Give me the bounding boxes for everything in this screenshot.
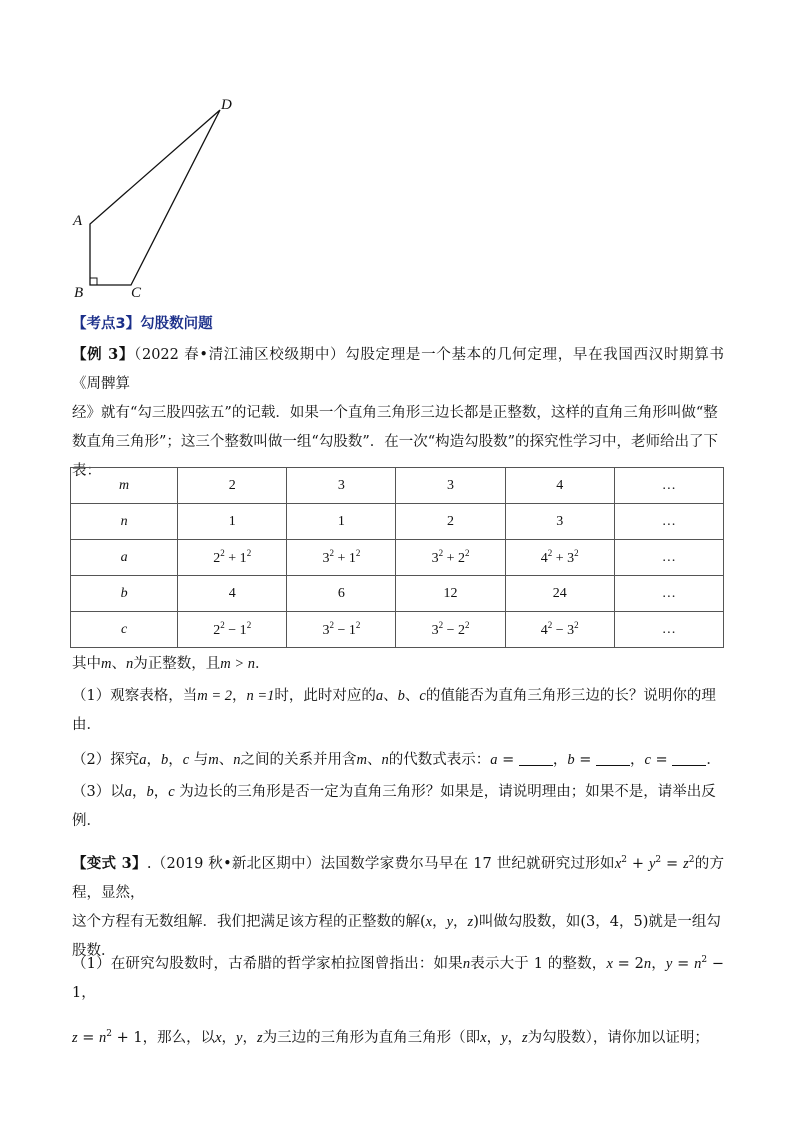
- point-label-a: A: [73, 213, 83, 229]
- table-row: [71, 504, 724, 540]
- table-cell: $2^2 - 1^2$: [178, 612, 287, 648]
- table-cell: $3^2 + 2^2$: [396, 540, 505, 576]
- example-line-3: 数直角三角形”；这三个整数叫做一组“勾股数”．在一次“构造勾股数”的探究性学习中，老师给出了下: [72, 434, 719, 450]
- table-cell: …: [614, 468, 723, 504]
- q1-sep: ，: [232, 688, 247, 704]
- variant-source: .（2019 秋•新北区期中）: [146, 856, 321, 872]
- question-3: [72, 778, 724, 836]
- point-label-b: B: [74, 285, 84, 301]
- question-1-line-2: 由．: [72, 717, 101, 733]
- variant-line-1-text: 法国数学家费尔马早在 17 世纪就研究过形如: [320, 856, 615, 872]
- row-label: c: [71, 612, 178, 648]
- question-3-line-1: （3）以a，b，c 为边长的三角形是否一定为直角三角形？如果是，请说明理由；如果不是，请举出反: [72, 784, 716, 800]
- var-n: n: [125, 656, 134, 672]
- table-row: [71, 468, 724, 504]
- pythagorean-table: [70, 467, 724, 648]
- variant-q1-c: ，那么，以: [142, 1030, 216, 1046]
- variant-question-1: [72, 946, 724, 1053]
- table-cell: $3^2 - 1^2$: [287, 612, 396, 648]
- where-text-2: 为正整数，且: [133, 656, 221, 672]
- row-label: b: [71, 576, 178, 612]
- variant-q1-line-2: $z = n^2 + 1$，那么，以x，y，z为三边的三角形为直角三角形（即x，y，z为勾股数），请你加以证明；: [72, 1029, 709, 1046]
- table-cell: 3: [505, 504, 614, 540]
- where-end: ．: [255, 656, 270, 672]
- variant-line-2b: 叫做勾股数，如: [478, 914, 581, 930]
- table-cell: 4: [178, 576, 287, 612]
- q1-m-value: m = 2: [197, 688, 232, 704]
- answer-blank-b[interactable]: [596, 751, 630, 766]
- table-row: [71, 612, 724, 648]
- table-cell: $3^2 + 1^2$: [287, 540, 396, 576]
- table-cell: 3: [287, 468, 396, 504]
- q2-text-b: 与: [193, 752, 209, 768]
- example-line-2: 经》就有“勾三股四弦五”的记载．如果一个直角三角形三边长都是正整数，这样的直角三角形叫做“整: [72, 405, 718, 421]
- variant-q1-e: 为勾股数），请你加以证明；: [527, 1030, 709, 1046]
- variant-line-2: 这个方程有无数组解．我们把满足该方程的正整数的解(x，y，z)叫做勾股数，如(3，4，5)就是一组勾: [72, 914, 721, 930]
- q1-text-a: （1）观察表格，当: [72, 688, 198, 704]
- table-cell: $4^2 - 3^2$: [505, 612, 614, 648]
- point-label-c: C: [131, 285, 142, 301]
- variant-line-2a: 这个方程有无数组解．我们把满足该方程的正整数的解: [72, 914, 420, 930]
- q3-text-a: （3）以: [72, 784, 125, 800]
- table-cell: 12: [396, 576, 505, 612]
- table-cell: 1: [287, 504, 396, 540]
- q2-text-c: 之间的关系并用含: [240, 752, 357, 768]
- table-cell: 6: [287, 576, 396, 612]
- table-cell: $2^2 + 1^2$: [178, 540, 287, 576]
- variant-line-1b: 的方程，显然，: [72, 856, 725, 901]
- geometry-figure: [0, 0, 794, 310]
- condition-m-gt-n: m > n: [220, 656, 255, 672]
- table-cell: $4^2 + 3^2$: [505, 540, 614, 576]
- where-line: [72, 650, 724, 679]
- point-label-d: D: [221, 97, 232, 113]
- variant-q1-a: （1）在研究勾股数时，古希腊的哲学家柏拉图曾指出：如果: [72, 956, 463, 972]
- right-angle-mark: [90, 278, 97, 285]
- variant-line-1: 【变式 3】.（2019 秋•新北区期中）法国数学家费尔马早在 17 世纪就研究过形如$x^2 + y^2 = z^2$的方程，显然，: [72, 855, 725, 901]
- q1-text-c: 的值能否为直角三角形三边的长？说明你的理: [425, 688, 716, 704]
- example-line-4: 表：: [72, 463, 101, 479]
- table-cell: …: [614, 576, 723, 612]
- where-text-1: 其中: [72, 656, 101, 672]
- table-cell: 24: [505, 576, 614, 612]
- variant-q1-line-1: （1）在研究勾股数时，古希腊的哲学家柏拉图曾指出：如果n表示大于 1 的整数，x = 2n，$y = n^2 - 1$，: [72, 955, 724, 1001]
- table-cell: …: [614, 504, 723, 540]
- variant-q1-d: 为三边的三角形为直角三角形（即: [262, 1030, 481, 1046]
- section-heading: 【考点3】勾股数问题: [72, 316, 213, 332]
- polyline-abcd: [90, 110, 220, 285]
- question-2: （2）探究a，b，c 与m、n之间的关系并用含m、n的代数式表示：a = ，b = ，c = ．: [72, 752, 721, 768]
- row-label: a: [71, 540, 178, 576]
- answer-blank-a[interactable]: [519, 751, 553, 766]
- question-1: [72, 682, 724, 740]
- table-cell: 4: [505, 468, 614, 504]
- example-prefix: 【例 3】: [72, 346, 135, 363]
- table-cell: 1: [178, 504, 287, 540]
- q2-text-d: 的代数式表示：: [388, 752, 491, 768]
- table-row: [71, 576, 724, 612]
- answer-blank-c[interactable]: [672, 751, 706, 766]
- example-text: [72, 340, 724, 486]
- table-cell: 2: [178, 468, 287, 504]
- question-3-line-2: 例．: [72, 813, 101, 829]
- q2-text-a: （2）探究: [72, 752, 140, 768]
- example-line-1: [72, 340, 724, 399]
- quadrilateral-diagram: [0, 0, 794, 310]
- table-cell: …: [614, 540, 723, 576]
- table-cell: …: [614, 612, 723, 648]
- q1-text-b: 时，此时对应的: [274, 688, 376, 704]
- row-label: m: [71, 468, 178, 504]
- var-m: m: [101, 656, 112, 672]
- table-cell: 2: [396, 504, 505, 540]
- table-cell: $3^2 - 2^2$: [396, 612, 505, 648]
- table-cell: 3: [396, 468, 505, 504]
- row-label: n: [71, 504, 178, 540]
- table-row: [71, 540, 724, 576]
- variant-line-2c: 就是一组勾: [648, 914, 721, 930]
- q3-text-b: 为边长的三角形是否一定为直角三角形？如果是，请说明理由；如果不是，请举出反: [179, 784, 716, 800]
- where-sep: 、: [111, 656, 126, 672]
- variant-line-3: 股数．: [72, 943, 116, 959]
- variant-q1-b: 表示大于 1 的整数，: [470, 956, 607, 972]
- example-source: （2022 春•清江浦区校级期中）: [134, 347, 346, 363]
- question-1-line-1: （1）观察表格，当m = 2，n =1时，此时对应的a、b、c的值能否为直角三角形三边的长？说明你的理: [72, 688, 716, 704]
- q1-n-value: n =1: [246, 688, 275, 704]
- variant-prefix: 【变式 3】: [72, 855, 147, 872]
- example-line-1-text: 勾股定理是一个基本的几何定理，早在我国西汉时期算书《周髀算: [72, 347, 725, 392]
